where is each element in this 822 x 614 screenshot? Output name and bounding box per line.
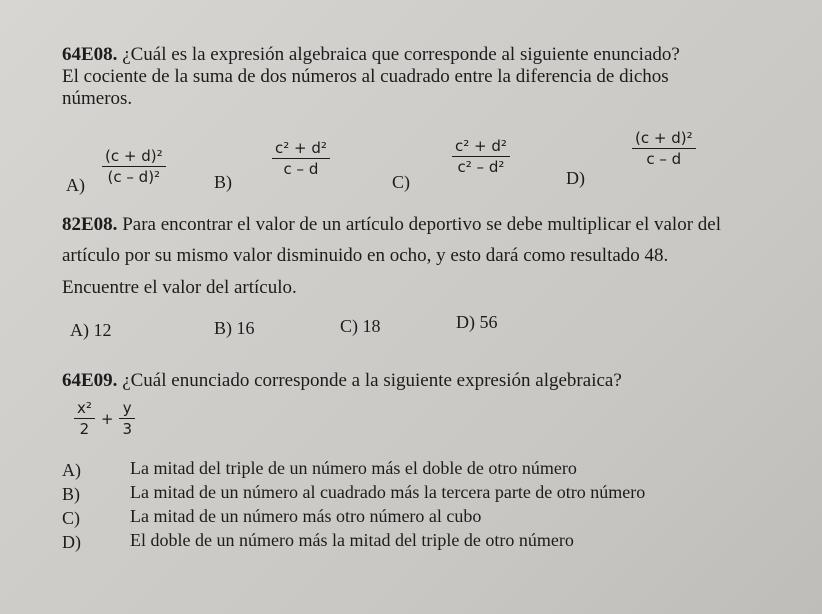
q1-option-b-num: c² + d² [275,139,327,157]
q3-option-a-label[interactable]: A) [62,460,81,480]
q3-option-a-text[interactable]: La mitad del triple de un número más el doble de otro número [130,458,577,478]
q2-option-c-value: 18 [362,316,381,336]
q1-option-c-fraction[interactable] [452,136,510,177]
q3-option-b-text[interactable]: La mitad de un número al cuadrado más la tercera parte de otro número [130,482,646,502]
q1-option-d-den: c – d [646,150,682,168]
q2-text-1: Para encontrar el valor de un artículo deportivo se debe multiplicar el valor del [122,214,721,235]
q2-option-c-label: C) [340,316,358,336]
q1-option-c-den: c² – d² [457,158,505,176]
q3-line1 [62,370,622,392]
q1-text-1: ¿Cuál es la expresión algebraica que corresponde al siguiente enunciado? [122,44,680,65]
q3-fraction-1 [74,398,95,439]
q3-fraction-2 [119,398,135,439]
q1-option-d-fraction[interactable] [632,128,696,169]
q2-line2: artículo por su mismo valor disminuido en ocho, y esto dará como resultado 48. [62,245,669,266]
q2-line1 [62,214,721,236]
q1-option-b-fraction[interactable] [272,138,330,179]
q2-option-c[interactable] [340,316,381,337]
q1-line1 [62,44,680,66]
q2-option-a-value: 12 [93,320,112,340]
q3-option-d-text[interactable]: El doble de un número más la mitad del triple de otro número [130,530,574,550]
q2-line3: Encuentre el valor del artículo. [62,277,297,298]
q3-expression [74,398,135,439]
q2-option-a[interactable] [70,320,112,341]
q3-number: 64E09. [62,370,118,391]
q2-option-b[interactable] [214,318,255,339]
q1-line3: números. [62,88,133,109]
q1-option-b-den: c – d [283,160,319,178]
q1-option-a-num: (c + d)² [105,147,163,165]
q2-number: 82E08. [62,214,118,235]
q3-option-c-text[interactable]: La mitad de un número más otro número al cubo [130,506,482,526]
q2-option-a-label: A) [70,320,89,340]
q3-option-b-label[interactable]: B) [62,484,80,504]
q3-option-d-label[interactable]: D) [62,532,81,552]
q3-den1: 2 [79,420,90,438]
q2-option-d[interactable] [456,312,498,333]
q3-den2: 3 [122,420,133,438]
q1-line2: El cociente de la suma de dos números al cuadrado entre la diferencia de dichos [62,66,669,87]
q1-option-d-num: (c + d)² [635,129,693,147]
q1-option-c-label[interactable]: C) [392,172,410,192]
q3-num2: y [122,399,132,417]
q3-num1: x² [77,399,92,417]
q2-option-b-label: B) [214,318,232,338]
q2-option-d-label: D) [456,312,475,332]
q3-plus-sign: + [100,409,114,428]
q1-number: 64E08. [62,44,118,65]
q2-option-b-value: 16 [236,318,255,338]
q1-option-d-label[interactable]: D) [566,168,585,188]
q1-option-b-label[interactable]: B) [214,172,232,192]
q1-option-c-num: c² + d² [455,137,507,155]
q3-text-1: ¿Cuál enunciado corresponde a la siguiente expresión algebraica? [122,370,622,391]
q1-option-a-label[interactable]: A) [66,175,85,195]
q3-option-c-label[interactable]: C) [62,508,80,528]
q1-option-a-fraction[interactable] [102,146,166,187]
q1-option-a-den: (c – d)² [107,168,161,186]
q2-option-d-value: 56 [479,312,498,332]
